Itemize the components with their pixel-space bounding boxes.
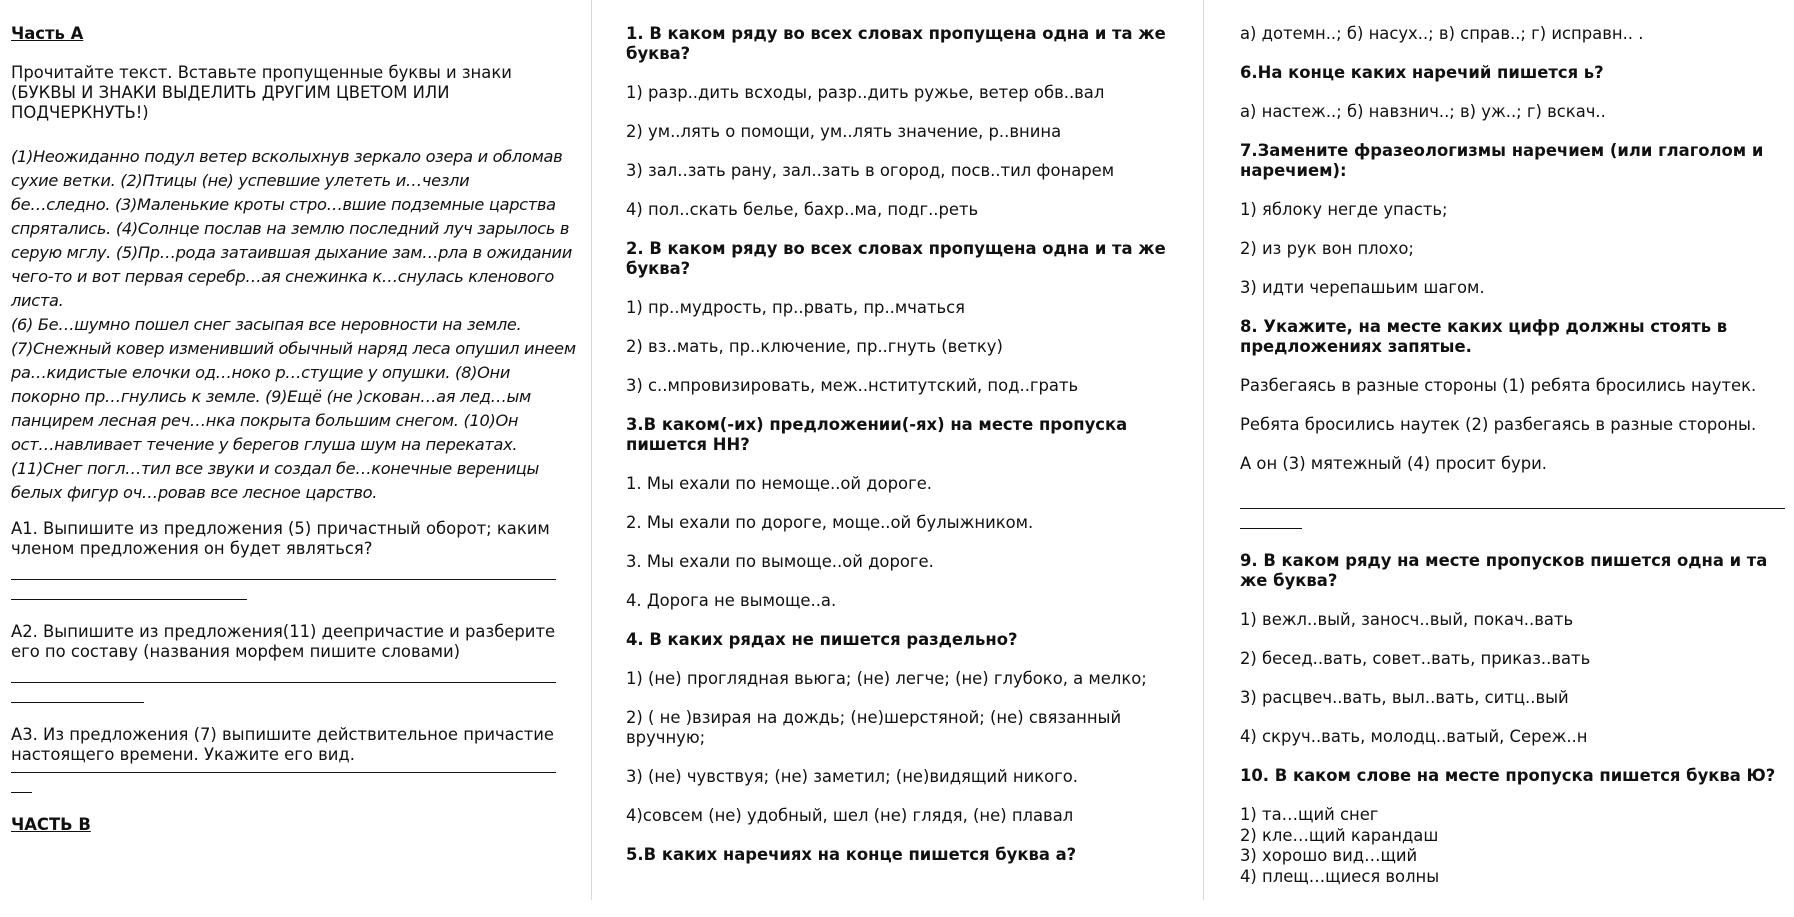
q2-option: 2) вз..мать, пр..ключение, пр..гнуть (ветку) [626, 337, 1003, 356]
q4-option: 1) (не) проглядная вьюга; (не) легче; (не) глубоко, а мелко; [626, 669, 1147, 688]
q2-title: 2. В каком ряду во всех словах пропущена одна и та же буква? [626, 239, 1166, 278]
q5-title: 5.В каких наречиях на конце пишется буква а? [626, 845, 1077, 864]
q1-title: 1. В каком ряду во всех словах пропущена одна и та же буква? [626, 24, 1166, 63]
q6-option: а) настеж..; б) навзнич..; в) уж..; г) вскач.. [1240, 102, 1606, 121]
text-line: бе…следно. (3)Маленькие кроты стро…вшие подземные царства [11, 195, 556, 214]
reading-text [11, 145, 580, 505]
answer-line[interactable] [11, 702, 144, 703]
q1-option: 3) зал..зать рану, зал..зать в огород, посв..тил фонарем [626, 161, 1115, 180]
part-a-instruction: Прочитайте текст. Вставьте пропущенные буквы и знаки (БУКВЫ И ЗНАКИ ВЫДЕЛИТЬ ДРУГИМ ЦВЕТОМ ИЛИ ПОДЧЕРКНУТЬ!) [11, 63, 512, 122]
text-line: ост…навливает течение у берегов глуша шум на перекатах. [11, 435, 518, 454]
q9-option: 4) скруч..вать, молодц..ватый, Сереж..н [1240, 727, 1588, 746]
answer-line[interactable] [1240, 528, 1302, 529]
text-line: (6) Бе…шумно пошел снег засыпая все неровности на земле. [11, 315, 522, 334]
q3-option: 3. Мы ехали по вымоще..ой дороге. [626, 552, 934, 571]
text-line: ра…кидистые елочки од…ноко р…стущие у опушки. (8)Они [11, 363, 511, 382]
q1-option: 1) разр..дить всходы, разр..дить ружье, ветер обв..вал [626, 83, 1105, 102]
text-line: (1)Неожиданно подул ветер всколыхнув зеркало озера и обломав [11, 147, 563, 166]
q2-option: 3) с..мпровизировать, меж..нститутский, под..грать [626, 376, 1079, 395]
q4-title: 4. В каких рядах не пишется раздельно? [626, 630, 1018, 649]
part-b-heading: ЧАСТЬ В [11, 815, 91, 834]
text-line: панцирем лесная реч…нка покрыта большим снегом. (10)Он [11, 411, 519, 430]
q3-title: 3.В каком(-их) предложении(-ях) на месте пропуска пишется НН? [626, 415, 1128, 454]
q8-option: Ребята бросились наутек (2) разбегаясь в разные стороны. [1240, 415, 1757, 434]
q9-option: 1) вежл..вый, заносч..вый, покач..вать [1240, 610, 1574, 629]
q7-title: 7.Замените фразеологизмы наречием (или глаголом и наречием): [1240, 141, 1764, 180]
q1-option: 2) ум..лять о помощи, ум..лять значение, р..внина [626, 122, 1062, 141]
q9-option: 2) бесед..вать, совет..вать, приказ..вать [1240, 649, 1591, 668]
q10-option: 3) хорошо вид…щий [1240, 846, 1418, 865]
q4-option: 2) ( не )взирая на дождь; (не)шерстяной; (не) связанный вручную; [626, 708, 1122, 747]
text-line: спрятались. (4)Солнце послав на землю последний луч зарылось в [11, 219, 570, 238]
q7-option: 3) идти черепашьим шагом. [1240, 278, 1485, 297]
q9-title: 9. В каком ряду на месте пропусков пишется одна и та же буква? [1240, 551, 1768, 590]
task-a3: А3. Из предложения (7) выпишите действительное причастие настоящего времени. Укажите его вид. [11, 725, 555, 764]
part-a-heading: Часть А [11, 24, 84, 43]
text-line: (7)Снежный ковер изменивший обычный наряд леса опушил инеем [11, 339, 576, 358]
text-line: (11)Снег погл…тил все звуки и создал бе…конечные вереницы [11, 459, 540, 478]
q6-title: 6.На конце каких наречий пишется ь? [1240, 63, 1604, 82]
column-middle [591, 0, 1203, 900]
q3-option: 1. Мы ехали по немоще..ой дороге. [626, 474, 932, 493]
column-right [1203, 0, 1794, 900]
q3-option: 2. Мы ехали по дороге, моще..ой булыжником. [626, 513, 1034, 532]
text-line: сухие ветки. (2)Птицы (не) успевшие улететь и…чезли [11, 171, 470, 190]
q10-option: 4) плещ…щиеся волны [1240, 866, 1440, 886]
q7-option: 1) яблоку негде упасть; [1240, 200, 1448, 219]
text-line: серую мглу. (5)Пр…рода затаившая дыхание зам…рла в ожидании [11, 243, 572, 262]
q3-option: 4. Дорога не вымоще..а. [626, 591, 837, 610]
q4-option: 4)совсем (не) удобный, шел (не) глядя, (не) плавал [626, 806, 1074, 825]
column-left [0, 0, 590, 917]
q8-option: А он (3) мятежный (4) просит бури. [1240, 454, 1548, 473]
q2-option: 1) пр..мудрость, пр..рвать, пр..мчаться [626, 298, 966, 317]
text-line: листа. [11, 291, 64, 310]
answer-line[interactable] [11, 599, 247, 600]
q9-option: 3) расцвеч..вать, выл..вать, ситц..вый [1240, 688, 1569, 707]
q10-option: 1) та…щий снег [1240, 805, 1379, 824]
q10-title: 10. В каком слове на месте пропуска пишется буква Ю? [1240, 766, 1776, 785]
text-line: белых фигур оч…ровав все лесное царство. [11, 483, 378, 502]
answer-line[interactable] [11, 792, 32, 793]
task-a1: А1. Выпишите из предложения (5) причастный оборот; каким членом предложения он будет являться? [11, 519, 550, 558]
q7-option: 2) из рук вон плохо; [1240, 239, 1414, 258]
q4-option: 3) (не) чувствуя; (не) заметил; (не)видящий никого. [626, 767, 1078, 786]
task-a2: А2. Выпишите из предложения(11) деепричастие и разберите его по составу (названия морфем пишите словами) [11, 622, 556, 661]
q8-title: 8. Укажите, на месте каких цифр должны стоять в предложениях запятые. [1240, 317, 1728, 356]
text-line: покорно пр…гнулись к земле. (9)Ещё (не )скован…ая лед…ым [11, 387, 531, 406]
q1-option: 4) пол..скать белье, бахр..ма, подг..реть [626, 200, 979, 219]
q10-option: 2) кле…щий карандаш [1240, 825, 1439, 845]
q5-option: а) дотемн..; б) насух..; в) справ..; г) исправн.. . [1240, 24, 1644, 43]
q10-options [1240, 805, 1786, 887]
q8-option: Разбегаясь в разные стороны (1) ребята бросились наутек. [1240, 376, 1757, 395]
text-line: чего-то и вот первая серебр…ая снежинка к…снулась кленового [11, 267, 555, 286]
